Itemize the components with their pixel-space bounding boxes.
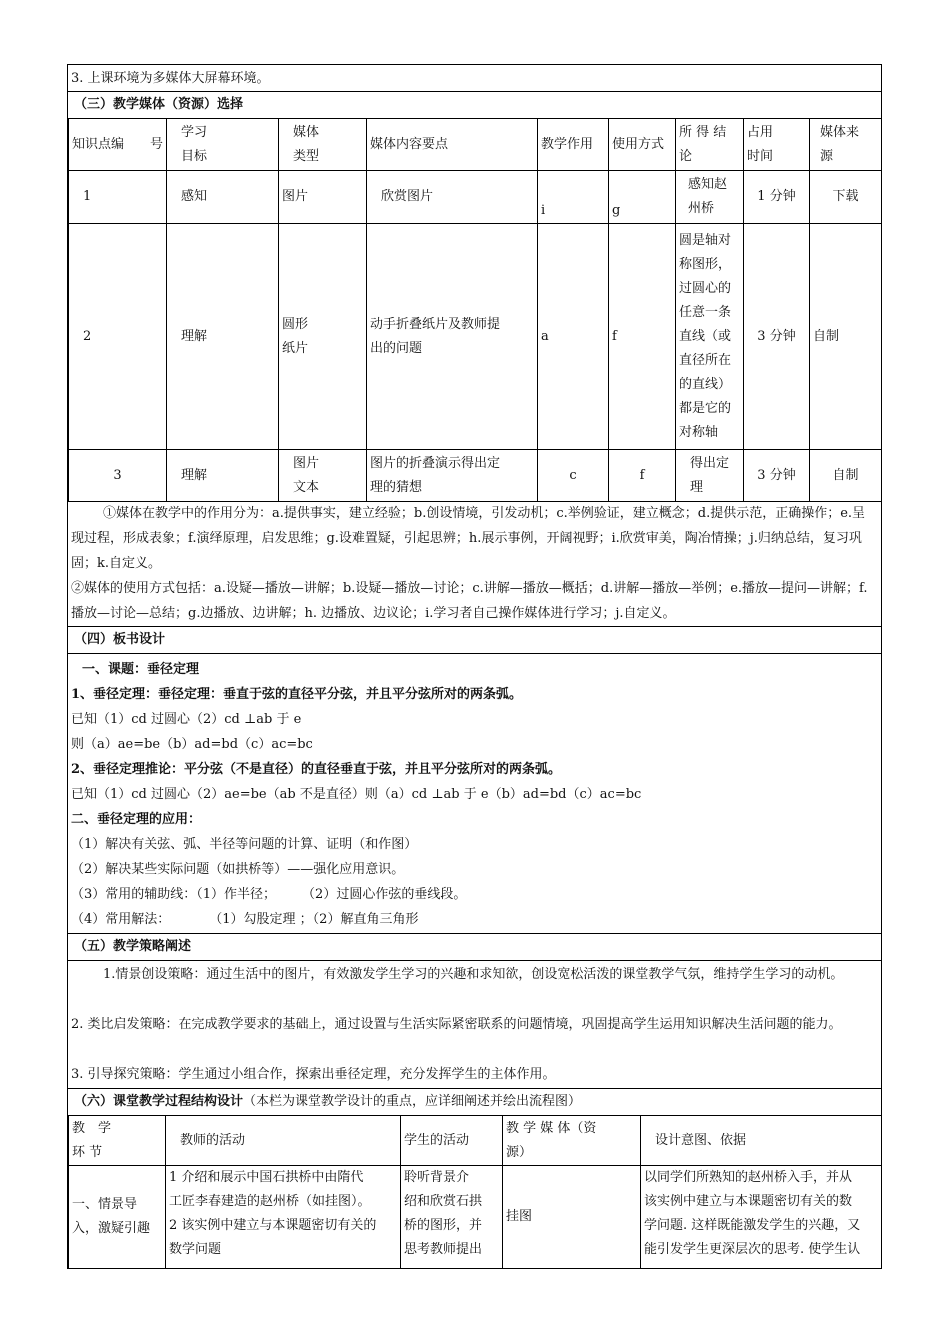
board-application-item: （1）解决有关弦、弧、半径等问题的计算、证明（和作图） bbox=[71, 837, 418, 852]
media-row bbox=[69, 224, 882, 450]
media-header-cell: 知识点编 号 bbox=[69, 119, 167, 171]
media-header-cell: 占用 时间 bbox=[744, 119, 810, 171]
process-cell: 挂图 bbox=[503, 1166, 641, 1269]
strategy-paragraph: 2. 类比启发策略：在完成教学要求的基础上，通过设置与生活实际紧密联系的问题情境，巩固提高学生运用知识解决生活问题的能力。 bbox=[71, 1017, 842, 1032]
media-cell: c bbox=[538, 450, 609, 502]
media-cell: 感知赵 州桥 bbox=[676, 171, 744, 224]
process-section-title: （六）课堂教学过程结构设计 bbox=[74, 1094, 244, 1109]
media-cell: 理解 bbox=[167, 224, 279, 450]
media-cell: 下载 bbox=[810, 171, 882, 224]
media-notes bbox=[68, 501, 881, 627]
media-cell: 理解 bbox=[167, 450, 279, 502]
media-cell: i bbox=[538, 171, 609, 224]
strategy-paragraph: 1.情景创设策略：通过生活中的图片，有效激发学生学习的兴趣和求知欲，创设宽松活泼的课堂教学气氛，维持学生学习的动机。 bbox=[103, 967, 844, 982]
lesson-plan-page bbox=[67, 64, 882, 1269]
media-section-title: （三）教学媒体（资源）选择 bbox=[74, 97, 244, 112]
process-header-cell: 教 学 媒 体（资 源） bbox=[503, 1116, 641, 1166]
media-cell: 圆形 纸片 bbox=[279, 224, 367, 450]
strategy-paragraph: 3. 引导探究策略：学生通过小组合作，探索出垂径定理，充分发挥学生的主体作用。 bbox=[71, 1067, 556, 1082]
board-application-item: （4）常用解法： （1）勾股定理 ；（2）解直角三角形 bbox=[71, 912, 419, 927]
media-header-cell: 教学作用 bbox=[538, 119, 609, 171]
board-given-1: 已知（1）cd 过圆心（2）cd ⊥ab 于 e bbox=[71, 712, 302, 727]
media-cell: 圆是轴对 称图形， 过圆心的 任意一条 直线（或 直径所在 的直线） 都是它的 对称轴 bbox=[676, 224, 744, 450]
media-section-header bbox=[68, 92, 881, 119]
environment-text: 3. 上课环境为多媒体大屏幕环境。 bbox=[71, 71, 270, 86]
environment-row bbox=[68, 65, 881, 92]
board-application-title: 二、垂径定理的应用： bbox=[71, 812, 202, 827]
media-cell: 1 分钟 bbox=[744, 171, 810, 224]
media-header-cell: 所 得 结 论 bbox=[676, 119, 744, 171]
process-cell: 聆听背景介 绍和欣赏石拱 桥的图形，并 思考教师提出 bbox=[401, 1166, 503, 1269]
media-role-note: ①媒体在教学中的作用分为：a.提供事实，建立经验；b.创设情境，引发动机；c.举例验证，建立概念；d.提供示范，正确操作；e.呈现过程，形成表象；f.演绎原理，启发思维；g.设难置疑，引起思辨；h.展示事例，开阔视野；i.欣赏审美，陶冶情操；j.归纳总结，复习巩固；k.自定义。 bbox=[71, 506, 866, 571]
media-cell: 图片 bbox=[279, 171, 367, 224]
process-section-header bbox=[68, 1089, 881, 1116]
board-application-item: （3）常用的辅助线：（1）作半径； （2）过圆心作弦的垂线段。 bbox=[71, 887, 467, 902]
media-header-cell: 媒体来 源 bbox=[810, 119, 882, 171]
process-table bbox=[68, 1115, 882, 1269]
media-cell: 3 bbox=[69, 450, 167, 502]
media-row bbox=[69, 450, 882, 502]
media-cell: f bbox=[609, 224, 676, 450]
media-header-row bbox=[69, 119, 882, 171]
media-header-cell: 媒体内容要点 bbox=[367, 119, 538, 171]
board-corollary: 2、垂径定理推论：平分弦（不是直径）的直径垂直于弦，并且平分弦所对的两条弧。 bbox=[71, 762, 562, 777]
board-given-2: 已知（1）cd 过圆心（2）ae=be（ab 不是直径）则（a）cd ⊥ab 于 e（b）ad=bd（c）ac=bc bbox=[71, 787, 642, 802]
media-cell: 自制 bbox=[810, 450, 882, 502]
strategy-section-title: （五）教学策略阐述 bbox=[74, 939, 192, 954]
media-cell: 得出定 理 bbox=[676, 450, 744, 502]
media-cell: 自制 bbox=[810, 224, 882, 450]
media-header-cell: 使用方式 bbox=[609, 119, 676, 171]
process-cell: 一、情景导 入，激疑引趣 bbox=[69, 1166, 166, 1269]
media-cell: 动手折叠纸片及教师提 出的问题 bbox=[367, 224, 538, 450]
process-row bbox=[69, 1166, 882, 1269]
media-cell: f bbox=[609, 450, 676, 502]
board-content bbox=[68, 654, 881, 934]
media-cell: 3 分钟 bbox=[744, 224, 810, 450]
strategy-section-header bbox=[68, 934, 881, 961]
process-header-cell: 教师的活动 bbox=[166, 1116, 401, 1166]
strategy-content bbox=[68, 961, 881, 1089]
board-result-1: 则（a）ae=be（b）ad=bd（c）ac=bc bbox=[71, 737, 313, 752]
media-cell: 2 bbox=[69, 224, 167, 450]
process-header-row bbox=[69, 1116, 882, 1166]
media-cell: 感知 bbox=[167, 171, 279, 224]
media-cell: 欣赏图片 bbox=[367, 171, 538, 224]
media-header-cell: 学习 目标 bbox=[167, 119, 279, 171]
media-row bbox=[69, 171, 882, 224]
media-usage-note: ②媒体的使用方式包括：a.设疑—播放—讲解；b.设疑—播放—讨论；c.讲解—播放—概括；d.讲解—播放—举例；e.播放—提问—讲解；f.播放—讨论—总结；g.边播放、边讲解；h. 边播放、边议论；i.学习者自己操作媒体进行学习；j.自定义。 bbox=[71, 581, 868, 621]
media-cell: g bbox=[609, 171, 676, 224]
media-cell: 图片 文本 bbox=[279, 450, 367, 502]
process-header-cell: 学生的活动 bbox=[401, 1116, 503, 1166]
board-theorem: 1、垂径定理：垂径定理：垂直于弦的直径平分弦，并且平分弦所对的两条弧。 bbox=[71, 687, 523, 702]
media-table bbox=[68, 118, 882, 502]
media-cell: 3 分钟 bbox=[744, 450, 810, 502]
media-cell: 1 bbox=[69, 171, 167, 224]
board-section-header bbox=[68, 627, 881, 654]
process-header-cell: 教 学 环 节 bbox=[69, 1116, 166, 1166]
media-header-cell: 媒体 类型 bbox=[279, 119, 367, 171]
process-header-cell: 设计意图、依据 bbox=[641, 1116, 882, 1166]
media-cell: a bbox=[538, 224, 609, 450]
process-section-heading bbox=[74, 1089, 581, 1115]
process-section-note: （本栏为课堂教学设计的重点，应详细阐述并绘出流程图） bbox=[243, 1094, 582, 1109]
process-cell: 以同学们所熟知的赵州桥入手，并从 该实例中建立与本课题密切有关的数 学问题. 这样既能激发学生的兴趣，又 能引发学生更深层次的思考. 使学生认 bbox=[641, 1166, 882, 1269]
process-cell: 1 介绍和展示中国石拱桥中由隋代 工匠李春建造的赵州桥（如挂图）。 2 该实例中建立与本课题密切有关的 数学问题 bbox=[166, 1166, 401, 1269]
board-section-title: （四）板书设计 bbox=[74, 632, 166, 647]
board-application-item: （2）解决某些实际问题（如拱桥等）——强化应用意识。 bbox=[71, 862, 405, 877]
media-cell: 图片的折叠演示得出定 理的猜想 bbox=[367, 450, 538, 502]
board-topic: 一、课题：垂径定理 bbox=[82, 662, 200, 677]
